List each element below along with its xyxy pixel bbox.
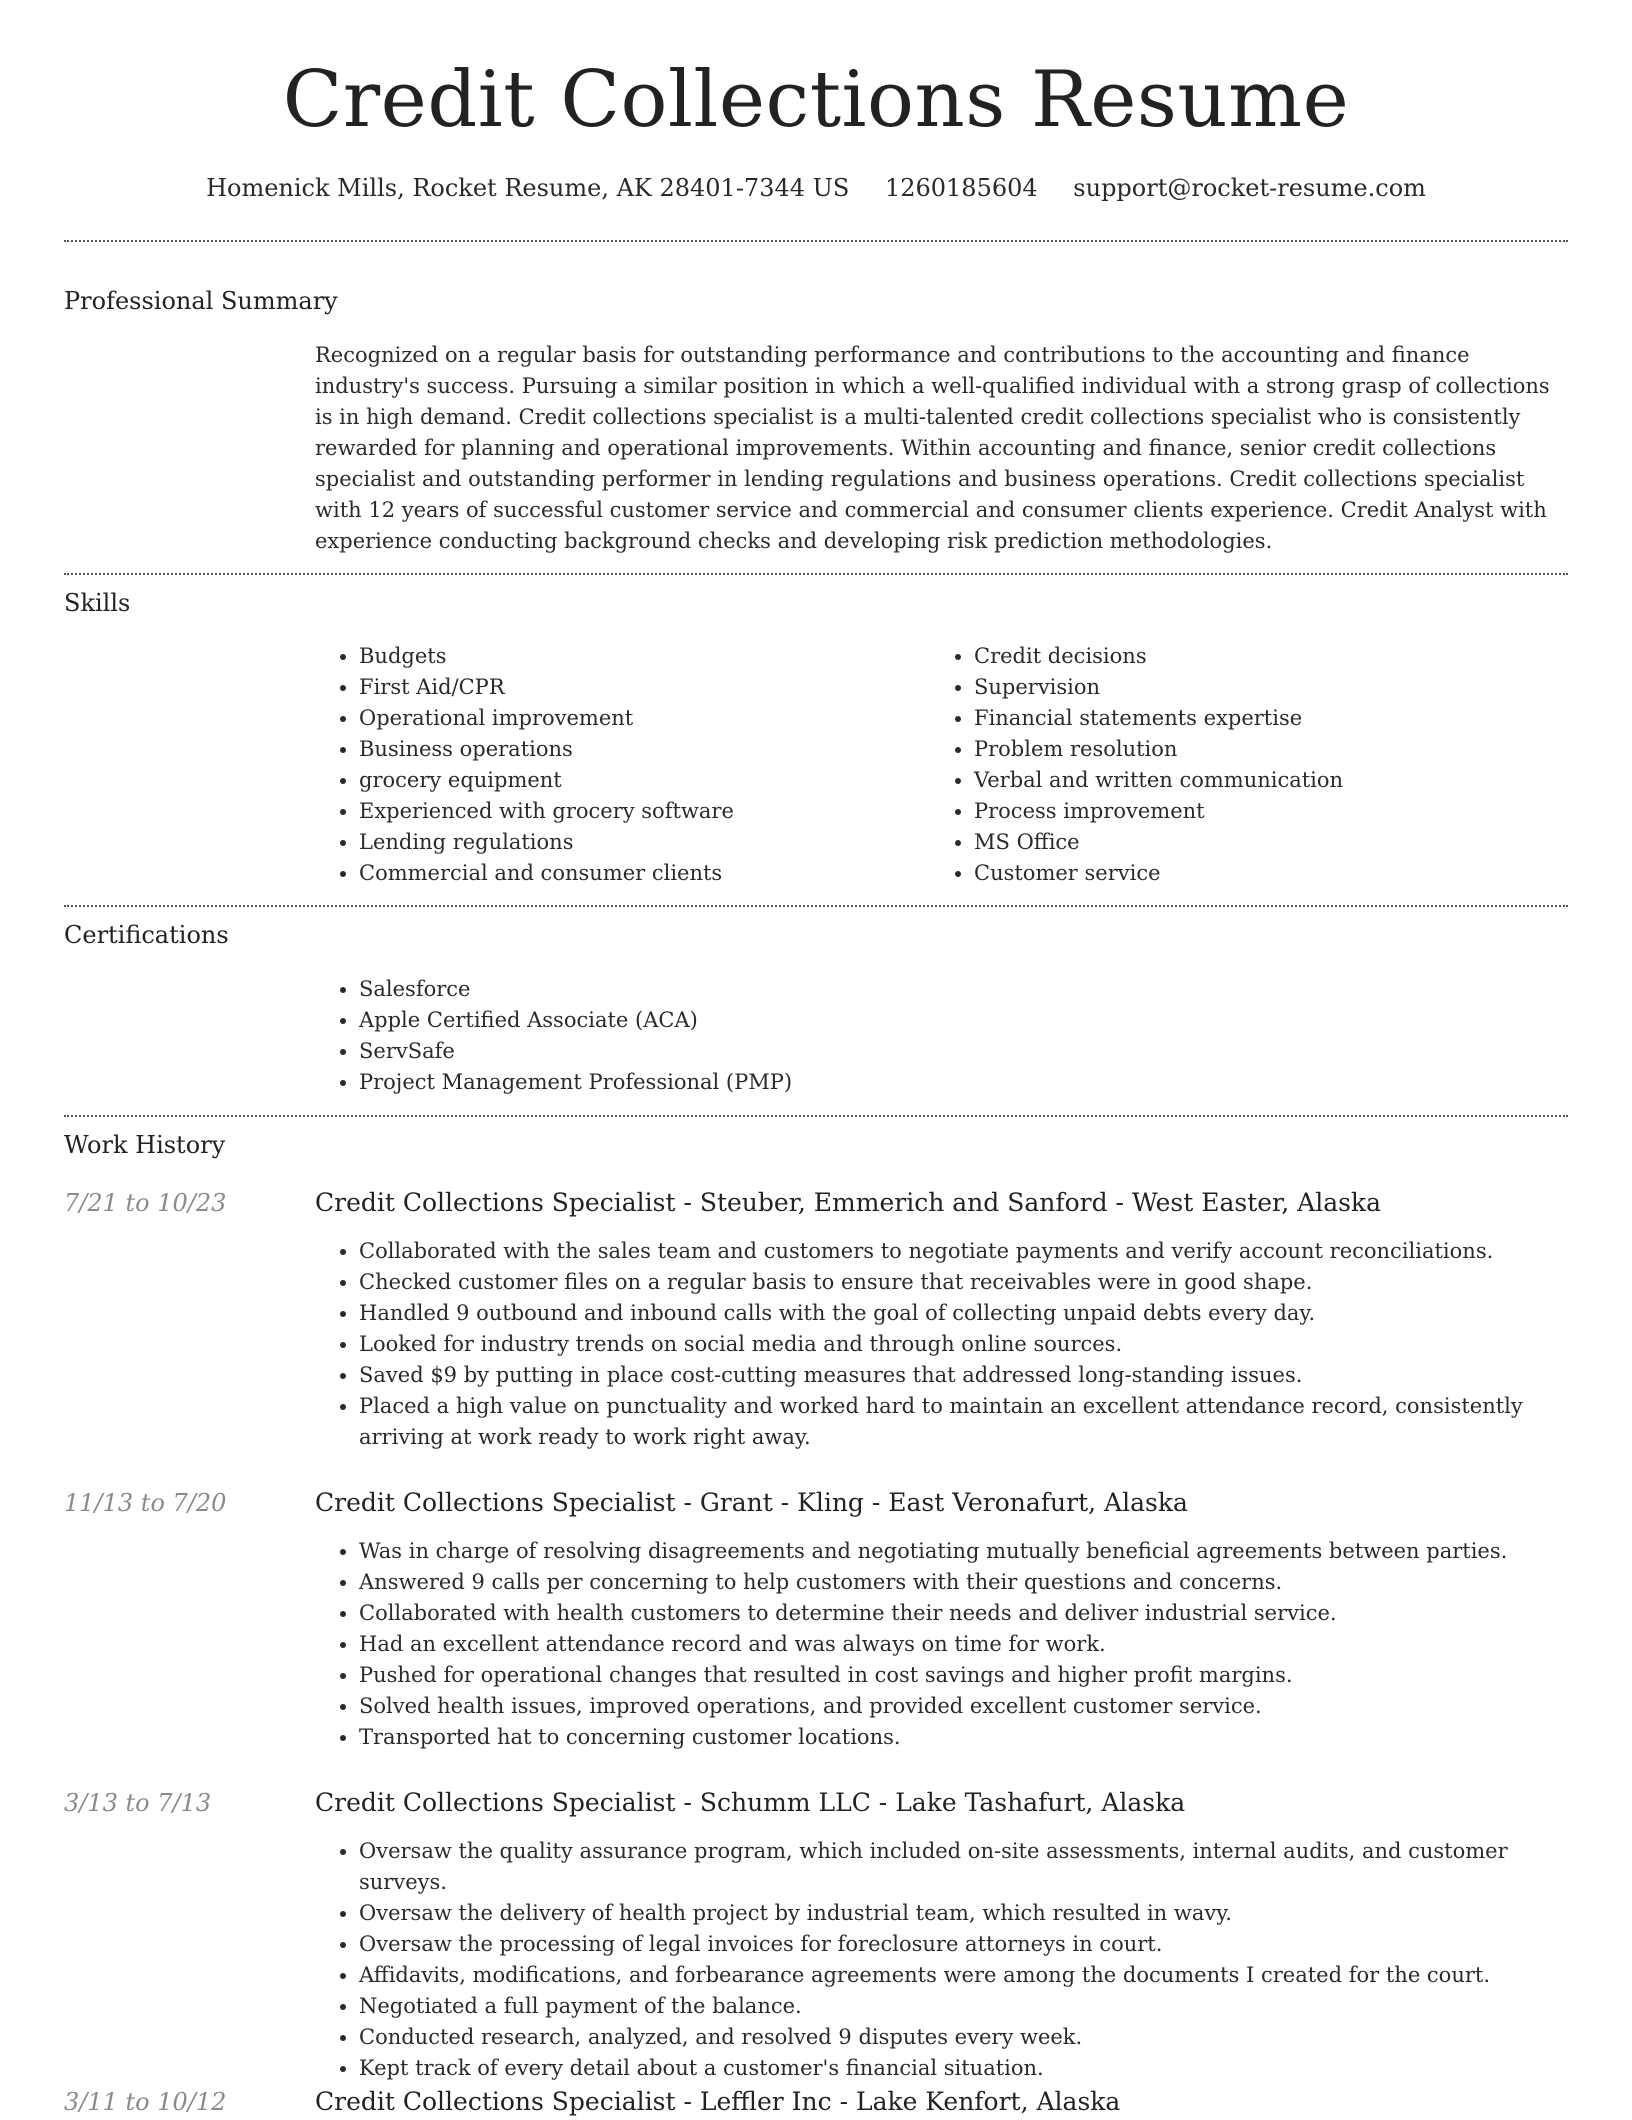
- section-divider: [64, 905, 1568, 907]
- summary-heading: Professional Summary: [64, 287, 338, 315]
- certification-item: • Project Management Professional (PMP): [359, 1067, 1568, 1098]
- skill-item: • MS Office: [974, 827, 1545, 858]
- job-dates: 7/21 to 10/23: [64, 1189, 227, 1217]
- skill-item: • Problem resolution: [974, 734, 1545, 765]
- certification-item: • ServSafe: [359, 1036, 1568, 1067]
- job-bullet: • Kept track of every detail about a customer's financial situation.: [359, 2053, 1568, 2084]
- skill-item: • Lending regulations: [359, 827, 930, 858]
- certifications-list: [315, 974, 1568, 1098]
- skill-item: • Budgets: [359, 641, 930, 672]
- resume-title: Credit Collections Resume: [282, 55, 1350, 145]
- certification-item: • Apple Certified Associate (ACA): [359, 1005, 1568, 1036]
- skill-item: • Operational improvement: [359, 703, 930, 734]
- job-bullet: • Pushed for operational changes that resulted in cost savings and higher profit margins.: [359, 1660, 1568, 1691]
- skill-item: • Process improvement: [974, 796, 1545, 827]
- job-bullets: [315, 1236, 1568, 1453]
- job-bullets: [315, 1536, 1568, 1753]
- certification-item: • Salesforce: [359, 974, 1568, 1005]
- job-dates: 3/11 to 10/12: [64, 2088, 227, 2116]
- job-title: Credit Collections Specialist - Steuber, Emmerich and Sanford - West Easter, Alaska: [315, 1188, 1381, 1217]
- job-bullet: • Was in charge of resolving disagreements and negotiating mutually beneficial agreements between parties.: [359, 1536, 1568, 1567]
- job-bullet: • Solved health issues, improved operations, and provided excellent customer service.: [359, 1691, 1568, 1722]
- job-bullet: • Affidavits, modifications, and forbearance agreements were among the documents I created for the court.: [359, 1960, 1568, 1991]
- job-bullet: • Oversaw the delivery of health project by industrial team, which resulted in wavy.: [359, 1898, 1568, 1929]
- job-bullet: • Collaborated with health customers to determine their needs and deliver industrial service.: [359, 1598, 1568, 1629]
- job-bullet: • Handled 9 outbound and inbound calls with the goal of collecting unpaid debts every day.: [359, 1298, 1568, 1329]
- job-bullet: • Saved $9 by putting in place cost-cutting measures that addressed long-standing issues.: [359, 1360, 1568, 1391]
- job-bullet: • Looked for industry trends on social media and through online sources.: [359, 1329, 1568, 1360]
- job-bullet: • Collaborated with the sales team and customers to negotiate payments and verify account reconciliations.: [359, 1236, 1568, 1267]
- contact-line: [64, 170, 1568, 206]
- job-dates: 11/13 to 7/20: [64, 1489, 227, 1517]
- job-bullet: • Negotiated a full payment of the balance.: [359, 1991, 1568, 2022]
- job-title: Credit Collections Specialist - Schumm LLC - Lake Tashafurt, Alaska: [315, 1788, 1186, 1817]
- skill-item: • Commercial and consumer clients: [359, 858, 930, 889]
- job-bullets: [315, 1836, 1568, 2084]
- contact-address: Homenick Mills, Rocket Resume, AK 28401-7344 US: [206, 174, 850, 202]
- job-title: Credit Collections Specialist - Grant - Kling - East Veronafurt, Alaska: [315, 1488, 1188, 1517]
- job-bullet: • Oversaw the quality assurance program, which included on-site assessments, internal audits, and customer surveys.: [359, 1836, 1568, 1898]
- job-dates: 3/13 to 7/13: [64, 1789, 212, 1817]
- job-title: Credit Collections Specialist - Leffler Inc - Lake Kenfort, Alaska: [315, 2087, 1121, 2116]
- skills-heading: Skills: [64, 589, 131, 617]
- skill-item: • Business operations: [359, 734, 930, 765]
- work-history-heading: Work History: [64, 1131, 226, 1159]
- job-bullet: • Transported hat to concerning customer locations.: [359, 1722, 1568, 1753]
- skill-item: • grocery equipment: [359, 765, 930, 796]
- job-bullet: • Had an excellent attendance record and was always on time for work.: [359, 1629, 1568, 1660]
- job-bullet: • Checked customer files on a regular basis to ensure that receivables were in good shape.: [359, 1267, 1568, 1298]
- skill-item: • Financial statements expertise: [974, 703, 1545, 734]
- skill-item: • Supervision: [974, 672, 1545, 703]
- skill-item: • Experienced with grocery software: [359, 796, 930, 827]
- contact-email: support@rocket-resume.com: [1073, 174, 1426, 202]
- skill-item: • First Aid/CPR: [359, 672, 930, 703]
- section-divider: [64, 240, 1568, 242]
- section-divider: [64, 573, 1568, 575]
- job-bullet: • Oversaw the processing of legal invoices for foreclosure attorneys in court.: [359, 1929, 1568, 1960]
- contact-phone: 1260185604: [884, 174, 1038, 202]
- skill-item: • Customer service: [974, 858, 1545, 889]
- job-bullet: • Answered 9 calls per concerning to help customers with their questions and concerns.: [359, 1567, 1568, 1598]
- summary-text: Recognized on a regular basis for outstanding performance and contributions to the accounting and finance industry's success. Pursuing a similar position in which a well-qualified individual with a strong grasp of collections is in high demand. Credit collections specialist is a multi-talented credit collections specialist who is consistently rewarded for planning and operational improvements. Within accounting and finance, senior credit collections specialist and outstanding performer in lending regulations and business operations. Credit collections specialist with 12 years of successful customer service and commercial and consumer clients experience. Credit Analyst with experience conducting background checks and developing risk prediction methodologies.: [315, 343, 1550, 553]
- summary-body: [315, 340, 1568, 557]
- certifications-heading: Certifications: [64, 921, 229, 949]
- skill-item: • Verbal and written communication: [974, 765, 1545, 796]
- section-divider: [64, 1115, 1568, 1117]
- skill-item: • Credit decisions: [974, 641, 1545, 672]
- job-bullet: • Conducted research, analyzed, and resolved 9 disputes every week.: [359, 2022, 1568, 2053]
- job-bullet: • Placed a high value on punctuality and worked hard to maintain an excellent attendance record, consistently arriving at work ready to work right away.: [359, 1391, 1568, 1453]
- skills-list: [315, 641, 1568, 889]
